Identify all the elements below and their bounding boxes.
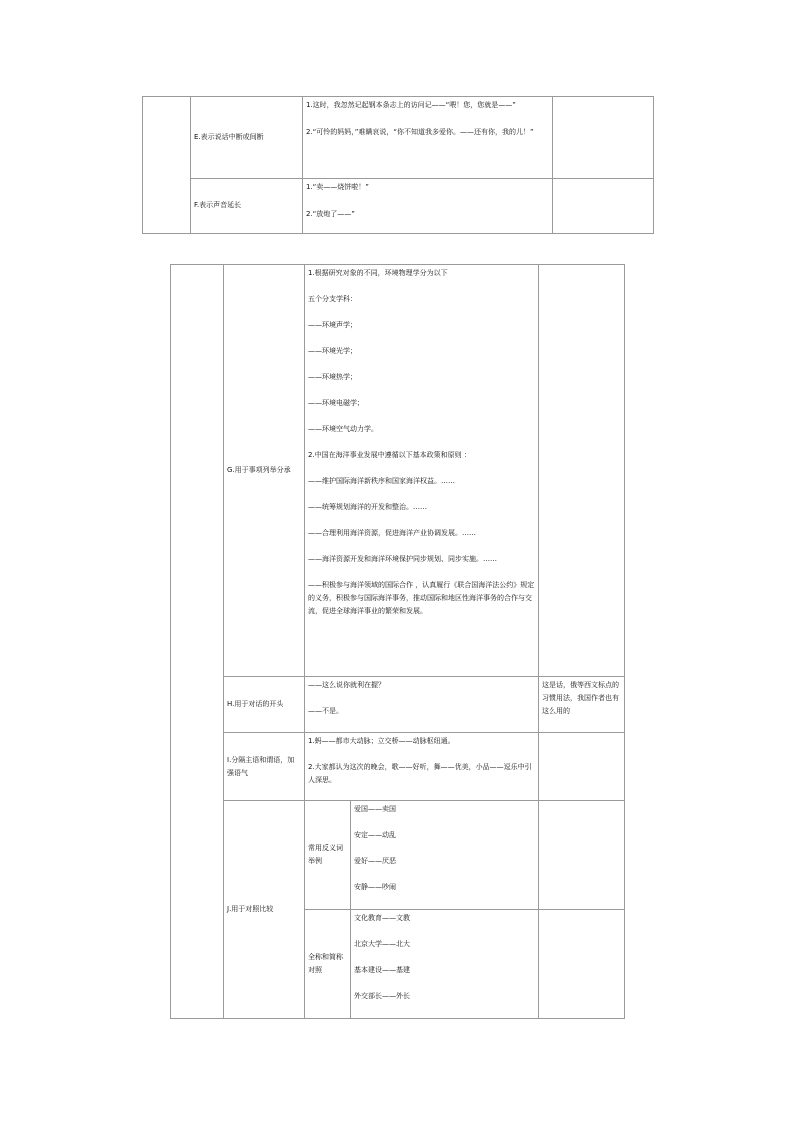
list-item: 爱国——卖国	[354, 805, 396, 813]
t2-category-j: J.用于对照比较	[224, 801, 305, 1019]
t2-blank-left	[171, 265, 224, 1019]
t2-j-items-abbrev	[351, 910, 539, 1019]
t2-examples-i	[305, 733, 539, 801]
example-text: 1.这时，我忽然记起钢本条志上的访问记——“喂！您，您就是——”	[306, 101, 516, 109]
list-item: 文化教育——文教	[354, 914, 410, 922]
list-item: 外交部长——外长	[354, 992, 410, 1000]
example-text: 2.“放炮了——”	[306, 209, 355, 218]
example-text: ——统筹规划海洋的开发和整治。……	[308, 503, 427, 511]
example-text: ——维护国际海洋新秩序和国家海洋权益。……	[308, 477, 455, 485]
example-text: ——积极参与海洋领域的国际合作 ，认真履行《联合国海洋法公约》规定的义务，积极参与国际海洋事务，推动国际和地区性海洋事务的合作与交流，促进全球海洋事业的繁荣和发展。	[308, 581, 535, 615]
list-item: 安静——吵闹	[354, 883, 396, 891]
example-text: ——合理利用海洋资源，促进海洋产业协调发展。……	[308, 529, 476, 537]
list-item: 爱好——厌恶	[354, 857, 396, 865]
t1-blank-left	[143, 97, 191, 234]
example-text: ——不是。	[308, 707, 343, 715]
t1-note-f	[553, 178, 654, 233]
example-text: 五个分支学科：	[308, 295, 357, 303]
t1-category-e: E.表示说话中断或间断	[191, 97, 303, 179]
t2-examples-g	[305, 265, 539, 677]
t2-note-g	[539, 265, 625, 677]
list-item: 基本建设——基建	[354, 966, 410, 974]
example-text: 2.大家都认为这次的晚会，歌——好听，舞——优美，小品——逗乐中引人深思。	[308, 763, 532, 784]
t2-note-i	[539, 733, 625, 801]
t2-note-h: 这是话，俄等西文标点的习惯用法，我国作者也有这么用的	[539, 677, 625, 733]
t1-category-f: F.表示声音延长	[191, 178, 303, 233]
t2-category-g: G.用于事项列举分承	[224, 265, 305, 677]
example-text: ——环境声学；	[308, 321, 357, 329]
example-text: 2.“可怜的妈妈，”难瞒哀说，“你不知道我多爱你。——还有你，我的儿！”	[306, 128, 534, 136]
t1-note-e	[553, 97, 654, 179]
example-text: ——环境空气动力学。	[308, 425, 378, 433]
t2-note-j1	[539, 801, 625, 910]
example-text: ——环境热学；	[308, 373, 357, 381]
punctuation-table-2	[170, 264, 625, 1019]
example-text: ——环境光学；	[308, 347, 357, 355]
example-text: 2.中国在海洋事业发展中遵循以下基本政策和原则 ：	[308, 451, 471, 459]
list-item: 北京大学——北大	[354, 940, 410, 948]
example-text: 1.“卖——烧饼啦！”	[306, 182, 369, 191]
t2-j-sub-label-antonyms: 常用反义词举例	[305, 801, 351, 910]
t2-examples-h	[305, 677, 539, 733]
t1-examples-f	[303, 178, 553, 233]
t2-category-i: I.分隔主语和谓语，加强语气	[224, 733, 305, 801]
example-text: ——海洋资源开发和海洋环境保护同步规划、同步实施。……	[308, 555, 497, 563]
example-text: ——环境电磁学；	[308, 399, 364, 407]
t2-category-h: H.用于对话的开头	[224, 677, 305, 733]
t1-examples-e	[303, 97, 553, 179]
t2-note-j2	[539, 910, 625, 1019]
example-text: 1.蚂——都市大动脉；立交桥——动脉枢纽通。	[308, 737, 455, 745]
example-text: ——这么说你就利在握？	[308, 681, 385, 689]
t2-j-items-antonyms	[351, 801, 539, 910]
t2-j-sub-label-abbrev: 全称和简称对照	[305, 910, 351, 1019]
example-text: 1.根据研究对象的不同，环境物理学分为以下	[308, 269, 448, 277]
punctuation-table-1	[142, 96, 654, 234]
list-item: 安定——动乱	[354, 831, 396, 839]
